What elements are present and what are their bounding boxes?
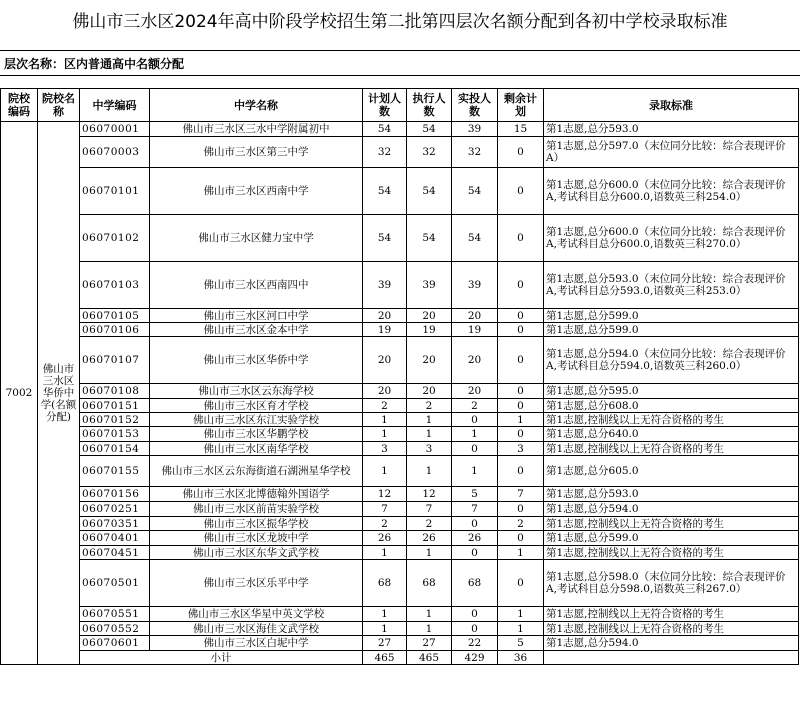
plan-cell: 54: [363, 122, 407, 137]
level-label: 层次名称：区内普通高中名额分配: [0, 50, 800, 76]
criteria-cell: 第1志愿,总分605.0: [544, 456, 799, 487]
table-row: [1, 215, 799, 262]
totals-remain-cell: 36: [498, 651, 544, 665]
plan-cell: 19: [363, 323, 407, 337]
plan-cell: 1: [363, 546, 407, 560]
mid-code-cell: 06070351: [80, 517, 150, 531]
criteria-cell: 第1志愿,控制线以上无符合资格的考生: [544, 413, 799, 427]
table-row: [1, 262, 799, 309]
remain-cell: 2: [498, 517, 544, 531]
remain-cell: 0: [498, 531, 544, 546]
plan-cell: 3: [363, 442, 407, 456]
criteria-cell: 第1志愿,控制线以上无符合资格的考生: [544, 546, 799, 560]
exec-cell: 32: [407, 137, 452, 168]
actual-cell: 20: [452, 384, 498, 399]
mid-code-cell: 06070154: [80, 442, 150, 456]
mid-name-cell: 佛山市三水区东华文武学校: [150, 546, 363, 560]
plan-cell: 1: [363, 456, 407, 487]
mid-code-cell: 06070105: [80, 309, 150, 323]
remain-cell: 0: [498, 427, 544, 442]
table-row: [1, 168, 799, 215]
mid-name-cell: 佛山市三水区金本中学: [150, 323, 363, 337]
exec-cell: 2: [407, 517, 452, 531]
plan-cell: 54: [363, 168, 407, 215]
exec-cell: 1: [407, 622, 452, 636]
mid-code-cell: 06070107: [80, 337, 150, 384]
exec-cell: 54: [407, 168, 452, 215]
plan-cell: 2: [363, 399, 407, 413]
mid-code-cell: 06070552: [80, 622, 150, 636]
remain-cell: 0: [498, 262, 544, 309]
mid-code-cell: 06070451: [80, 546, 150, 560]
exec-cell: 54: [407, 122, 452, 137]
exec-cell: 68: [407, 560, 452, 607]
actual-cell: 2: [452, 399, 498, 413]
plan-cell: 7: [363, 502, 407, 517]
remain-cell: 0: [498, 337, 544, 384]
actual-cell: 0: [452, 622, 498, 636]
exec-cell: 7: [407, 502, 452, 517]
table-row: [1, 442, 799, 456]
plan-cell: 1: [363, 413, 407, 427]
actual-cell: 54: [452, 168, 498, 215]
mid-code-cell: 06070251: [80, 502, 150, 517]
mid-name-cell: 佛山市三水区北博德翰外国语学: [150, 487, 363, 502]
plan-cell: 20: [363, 337, 407, 384]
criteria-cell: 第1志愿,控制线以上无符合资格的考生: [544, 622, 799, 636]
mid-name-cell: 佛山市三水区白坭中学: [150, 636, 363, 651]
actual-cell: 0: [452, 517, 498, 531]
remain-cell: 1: [498, 413, 544, 427]
mid-code-cell: 06070501: [80, 560, 150, 607]
exec-cell: 20: [407, 384, 452, 399]
table-row: [1, 137, 799, 168]
mid-code-cell: 06070601: [80, 636, 150, 651]
criteria-cell: 第1志愿,总分608.0: [544, 399, 799, 413]
table-row: [1, 384, 799, 399]
totals-row: [1, 651, 799, 665]
remain-cell: 0: [498, 384, 544, 399]
exec-cell: 1: [407, 413, 452, 427]
actual-cell: 39: [452, 262, 498, 309]
school-code-cell: 7002: [1, 122, 38, 665]
remain-cell: 7: [498, 487, 544, 502]
mid-name-cell: 佛山市三水区南华学校: [150, 442, 363, 456]
actual-cell: 1: [452, 427, 498, 442]
actual-cell: 7: [452, 502, 498, 517]
table-row: [1, 456, 799, 487]
remain-cell: 0: [498, 215, 544, 262]
header-actual: 实投人数: [452, 89, 498, 122]
remain-cell: 0: [498, 502, 544, 517]
criteria-cell: 第1志愿,总分595.0: [544, 384, 799, 399]
criteria-cell: 第1志愿,总分594.0: [544, 502, 799, 517]
totals-exec-cell: 465: [407, 651, 452, 665]
mid-name-cell: 佛山市三水区西南中学: [150, 168, 363, 215]
exec-cell: 27: [407, 636, 452, 651]
header-row: [1, 89, 799, 122]
table-row: [1, 399, 799, 413]
table-row: [1, 122, 799, 137]
totals-criteria-cell: [544, 651, 799, 665]
mid-name-cell: 佛山市三水区健力宝中学: [150, 215, 363, 262]
mid-code-cell: 06070151: [80, 399, 150, 413]
exec-cell: 19: [407, 323, 452, 337]
mid-name-cell: 佛山市三水区河口中学: [150, 309, 363, 323]
header-mid-name: 中学名称: [150, 89, 363, 122]
actual-cell: 5: [452, 487, 498, 502]
actual-cell: 32: [452, 137, 498, 168]
plan-cell: 1: [363, 607, 407, 622]
exec-cell: 54: [407, 215, 452, 262]
criteria-cell: 第1志愿,总分599.0: [544, 323, 799, 337]
exec-cell: 39: [407, 262, 452, 309]
mid-code-cell: 06070156: [80, 487, 150, 502]
exec-cell: 1: [407, 607, 452, 622]
header-school-code: 院校编码: [1, 89, 38, 122]
mid-code-cell: 06070153: [80, 427, 150, 442]
table-body: [1, 122, 799, 665]
header-school-name: 院校名称: [38, 89, 80, 122]
actual-cell: 54: [452, 215, 498, 262]
criteria-cell: 第1志愿,总分599.0: [544, 309, 799, 323]
plan-cell: 54: [363, 215, 407, 262]
plan-cell: 1: [363, 622, 407, 636]
actual-cell: 0: [452, 442, 498, 456]
criteria-cell: 第1志愿,总分593.0: [544, 487, 799, 502]
table-row: [1, 636, 799, 651]
mid-name-cell: 佛山市三水区海佳文武学校: [150, 622, 363, 636]
actual-cell: 0: [452, 607, 498, 622]
mid-name-cell: 佛山市三水区云东海街道石湖洲星华学校: [150, 456, 363, 487]
header-criteria: 录取标准: [544, 89, 799, 122]
remain-cell: 3: [498, 442, 544, 456]
remain-cell: 0: [498, 323, 544, 337]
mid-name-cell: 佛山市三水区振华学校: [150, 517, 363, 531]
plan-cell: 26: [363, 531, 407, 546]
criteria-cell: 第1志愿,总分640.0: [544, 427, 799, 442]
actual-cell: 20: [452, 309, 498, 323]
actual-cell: 26: [452, 531, 498, 546]
admission-table: [0, 88, 799, 665]
table-row: [1, 517, 799, 531]
actual-cell: 0: [452, 413, 498, 427]
table-row: [1, 622, 799, 636]
mid-name-cell: 佛山市三水区三水中学附属初中: [150, 122, 363, 137]
criteria-cell: 第1志愿,控制线以上无符合资格的考生: [544, 442, 799, 456]
exec-cell: 20: [407, 309, 452, 323]
mid-name-cell: 佛山市三水区华侨中学: [150, 337, 363, 384]
table-row: [1, 337, 799, 384]
criteria-cell: 第1志愿,控制线以上无符合资格的考生: [544, 607, 799, 622]
header-exec: 执行人数: [407, 89, 452, 122]
mid-code-cell: 06070103: [80, 262, 150, 309]
actual-cell: 68: [452, 560, 498, 607]
exec-cell: 26: [407, 531, 452, 546]
mid-code-cell: 06070102: [80, 215, 150, 262]
mid-code-cell: 06070152: [80, 413, 150, 427]
actual-cell: 0: [452, 546, 498, 560]
remain-cell: 0: [498, 456, 544, 487]
table-row: [1, 427, 799, 442]
exec-cell: 1: [407, 427, 452, 442]
header-remain: 剩余计划: [498, 89, 544, 122]
criteria-cell: 第1志愿,总分593.0（末位同分比较：综合表现评价A,考试科目总分593.0,语数英三科253.0）: [544, 262, 799, 309]
mid-name-cell: 佛山市三水区育才学校: [150, 399, 363, 413]
criteria-cell: 第1志愿,总分599.0: [544, 531, 799, 546]
mid-code-cell: 06070108: [80, 384, 150, 399]
mid-name-cell: 佛山市三水区云东海学校: [150, 384, 363, 399]
totals-plan-cell: 465: [363, 651, 407, 665]
plan-cell: 20: [363, 384, 407, 399]
remain-cell: 0: [498, 168, 544, 215]
remain-cell: 1: [498, 622, 544, 636]
remain-cell: 1: [498, 607, 544, 622]
exec-cell: 1: [407, 456, 452, 487]
mid-name-cell: 佛山市三水区第三中学: [150, 137, 363, 168]
plan-cell: 1: [363, 427, 407, 442]
remain-cell: 0: [498, 399, 544, 413]
table-row: [1, 309, 799, 323]
criteria-cell: 第1志愿,总分598.0（末位同分比较：综合表现评价A,考试科目总分598.0,语数英三科267.0）: [544, 560, 799, 607]
remain-cell: 0: [498, 309, 544, 323]
mid-name-cell: 佛山市三水区东江实验学校: [150, 413, 363, 427]
mid-name-cell: 佛山市三水区前苗实验学校: [150, 502, 363, 517]
plan-cell: 68: [363, 560, 407, 607]
actual-cell: 20: [452, 337, 498, 384]
criteria-cell: 第1志愿,总分600.0（末位同分比较：综合表现评价A,考试科目总分600.0,语数英三科270.0）: [544, 215, 799, 262]
remain-cell: 0: [498, 137, 544, 168]
table-row: [1, 413, 799, 427]
mid-code-cell: 06070001: [80, 122, 150, 137]
exec-cell: 1: [407, 546, 452, 560]
mid-code-cell: 06070551: [80, 607, 150, 622]
totals-label-cell: 小计: [80, 651, 363, 665]
mid-code-cell: 06070101: [80, 168, 150, 215]
plan-cell: 27: [363, 636, 407, 651]
mid-name-cell: 佛山市三水区乐平中学: [150, 560, 363, 607]
totals-actual-cell: 429: [452, 651, 498, 665]
criteria-cell: 第1志愿,总分600.0（末位同分比较：综合表现评价A,考试科目总分600.0,语数英三科254.0）: [544, 168, 799, 215]
exec-cell: 3: [407, 442, 452, 456]
plan-cell: 20: [363, 309, 407, 323]
actual-cell: 39: [452, 122, 498, 137]
table-row: [1, 323, 799, 337]
mid-code-cell: 06070155: [80, 456, 150, 487]
plan-cell: 12: [363, 487, 407, 502]
criteria-cell: 第1志愿,总分593.0: [544, 122, 799, 137]
table-row: [1, 607, 799, 622]
exec-cell: 2: [407, 399, 452, 413]
mid-name-cell: 佛山市三水区西南四中: [150, 262, 363, 309]
remain-cell: 1: [498, 546, 544, 560]
table-row: [1, 531, 799, 546]
mid-code-cell: 06070003: [80, 137, 150, 168]
school-name-cell: 佛山市三水区华侨中学(名额分配): [38, 122, 80, 665]
actual-cell: 1: [452, 456, 498, 487]
remain-cell: 5: [498, 636, 544, 651]
table-row: [1, 546, 799, 560]
document-title: 佛山市三水区2024年高中阶段学校招生第二批第四层次名额分配到各初中学校录取标准: [72, 12, 728, 32]
mid-code-cell: 06070106: [80, 323, 150, 337]
remain-cell: 0: [498, 560, 544, 607]
remain-cell: 15: [498, 122, 544, 137]
header-plan: 计划人数: [363, 89, 407, 122]
criteria-cell: 第1志愿,总分597.0（末位同分比较：综合表现评价A）: [544, 137, 799, 168]
mid-name-cell: 佛山市三水区龙坡中学: [150, 531, 363, 546]
plan-cell: 32: [363, 137, 407, 168]
criteria-cell: 第1志愿,控制线以上无符合资格的考生: [544, 517, 799, 531]
exec-cell: 12: [407, 487, 452, 502]
actual-cell: 22: [452, 636, 498, 651]
table-row: [1, 487, 799, 502]
table-row: [1, 560, 799, 607]
plan-cell: 2: [363, 517, 407, 531]
exec-cell: 20: [407, 337, 452, 384]
criteria-cell: 第1志愿,总分594.0（末位同分比较：综合表现评价A,考试科目总分594.0,语数英三科260.0）: [544, 337, 799, 384]
plan-cell: 39: [363, 262, 407, 309]
actual-cell: 19: [452, 323, 498, 337]
mid-name-cell: 佛山市三水区华鹏学校: [150, 427, 363, 442]
mid-name-cell: 佛山市三水区华星中英文学校: [150, 607, 363, 622]
mid-code-cell: 06070401: [80, 531, 150, 546]
table-row: [1, 502, 799, 517]
criteria-cell: 第1志愿,总分594.0: [544, 636, 799, 651]
header-mid-code: 中学编码: [80, 89, 150, 122]
